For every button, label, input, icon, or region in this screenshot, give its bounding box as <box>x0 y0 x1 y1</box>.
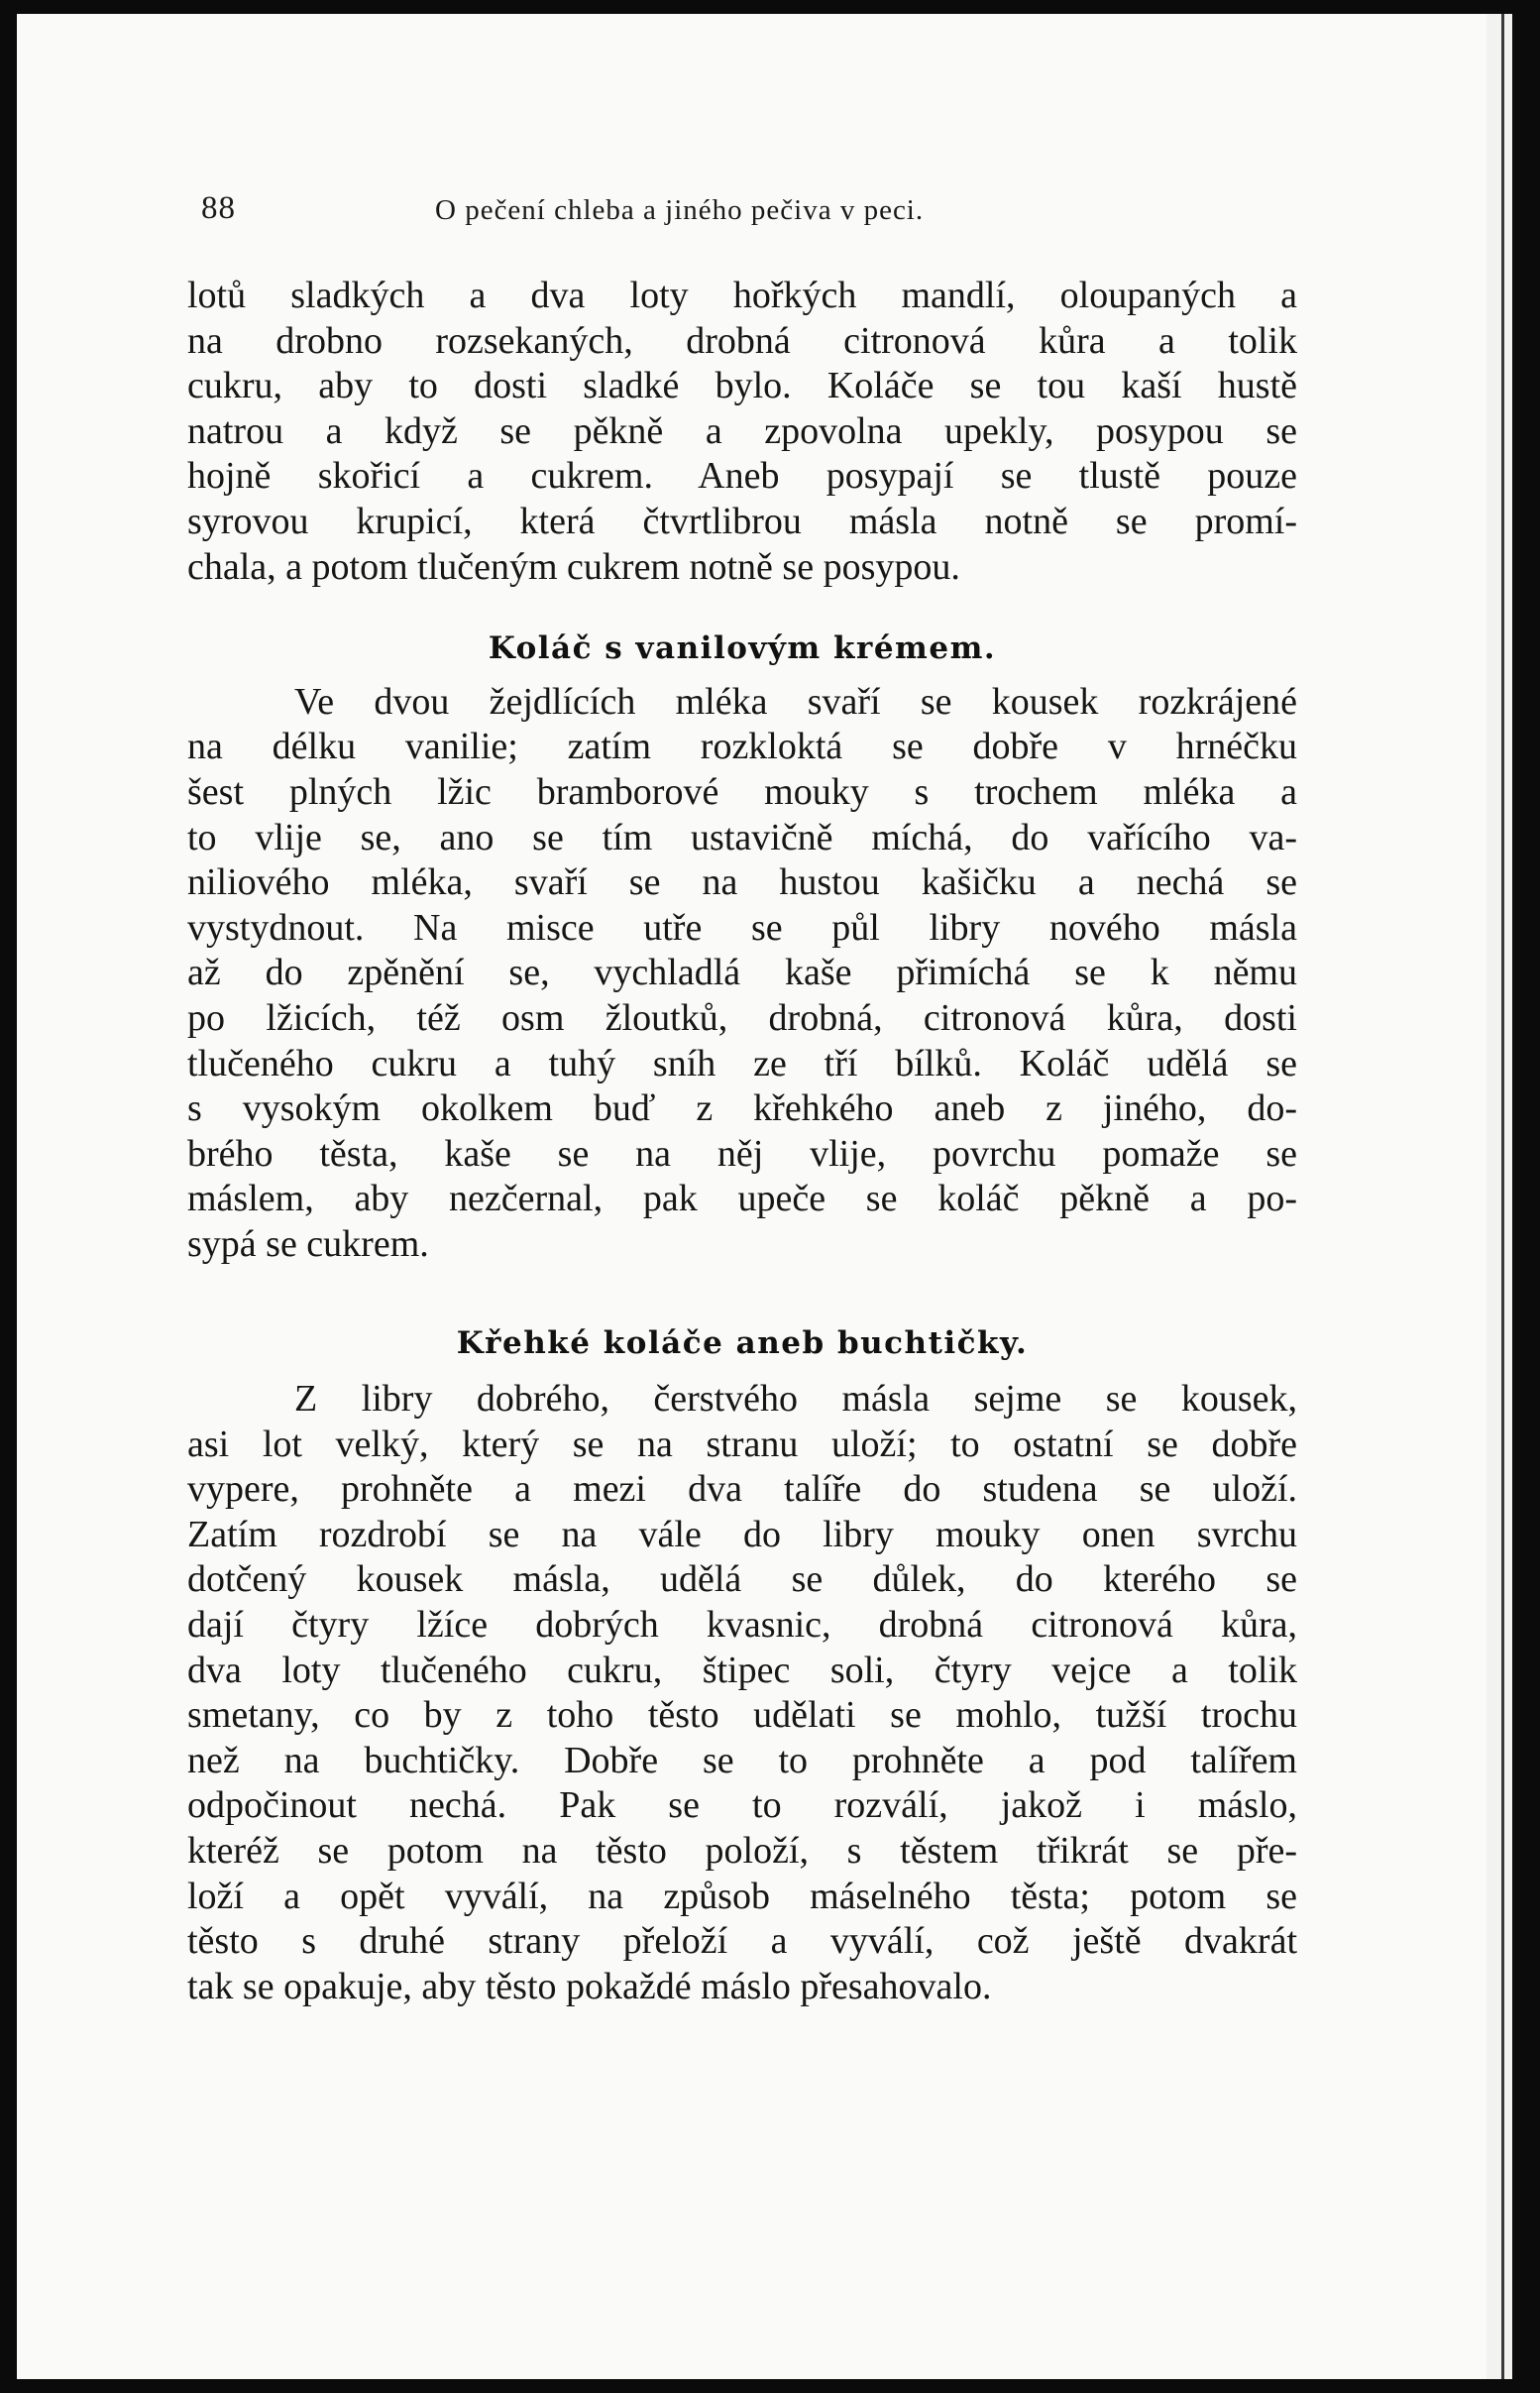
text-line: vypere, prohněte a mezi dva talíře do studena se uloží. <box>187 1468 1297 1511</box>
text-line: Z libry dobrého, čerstvého másla sejme se kousek, <box>294 1378 1297 1421</box>
text-line: tlučeného cukru a tuhý sníh ze tří bílků. Koláč udělá se <box>187 1042 1297 1084</box>
page-gutter-line <box>1501 14 1504 2379</box>
page-header <box>187 190 1297 234</box>
text-line: sypá se cukrem. <box>187 1222 429 1265</box>
text-line: dva loty tlučeného cukru, štipec soli, čtyry vejce a tolik <box>187 1649 1297 1691</box>
text-line: vystydnout. Na misce utře se půl libry nového másla <box>187 906 1297 949</box>
text-line: máslem, aby nezčernal, pak upeče se koláč pěkně a po- <box>187 1178 1297 1220</box>
text-line: brého těsta, kaše se na něj vlije, povrchu pomaže se <box>187 1132 1297 1175</box>
text-line: natrou a když se pěkně a zpovolna upekly, posypou se <box>187 409 1297 452</box>
text-line: cukru, aby to dosti sladké bylo. Koláče se tou kaší hustě <box>187 365 1297 407</box>
text-line: Ve dvou žejdlících mléka svaří se kousek rozkrájené <box>294 680 1297 723</box>
text-line: dají čtyry lžíce dobrých kvasnic, drobná citronová kůra, <box>187 1604 1297 1647</box>
text-line: odpočinout nechá. Pak se to rozválí, jakož i máslo, <box>187 1784 1297 1827</box>
text-line: smetany, co by z toho těsto udělati se mohlo, tužší trochu <box>187 1694 1297 1737</box>
text-line: lotů sladkých a dva loty hořkých mandlí, oloupaných a <box>187 275 1297 316</box>
text-line: než na buchtičky. Dobře se to prohněte a pod talířem <box>187 1739 1297 1781</box>
text-line: po lžicích, též osm žloutků, drobná, citronová kůra, dosti <box>187 996 1297 1039</box>
section-heading-shortcrust-cakes: Křehké koláče aneb buchtičky. <box>456 1325 1029 1362</box>
text-line: s vysokým okolkem buď z křehkého aneb z jiného, do- <box>187 1087 1297 1130</box>
page-body <box>187 274 1297 2009</box>
text-line: až do zpěnění se, vychladlá kaše přimíchá se k němu <box>187 952 1297 994</box>
intro-paragraph <box>187 274 1297 590</box>
text-line: Zatím rozdrobí se na vále do libry mouky onen svrchu <box>187 1513 1297 1555</box>
page-number: 88 <box>201 190 236 226</box>
book-page <box>17 14 1486 2379</box>
vanilla-cake-paragraph <box>187 680 1297 1268</box>
text-line: dotčený kousek másla, udělá se důlek, do kterého se <box>187 1558 1297 1601</box>
text-line: to vlije se, ano se tím ustavičně míchá, do vařícího va- <box>187 816 1297 858</box>
text-line: loží a opět vyválí, na způsob máselného těsta; potom se <box>187 1875 1297 1917</box>
text-line: šest plných lžic bramborové mouky s trochem mléka a <box>187 770 1297 813</box>
facing-page-edge <box>1486 14 1512 2379</box>
text-line: těsto s druhé strany přeloží a vyválí, což ještě dvakrát <box>187 1920 1297 1963</box>
text-line: tak se opakuje, aby těsto pokaždé máslo přesahovalo. <box>187 1965 992 2007</box>
text-line: chala, a potom tlučeným cukrem notně se posypou. <box>187 545 960 588</box>
text-line: asi lot velký, který se na stranu uloží; to ostatní se dobře <box>187 1423 1297 1465</box>
running-title: O pečení chleba a jiného pečiva v peci. <box>435 194 925 226</box>
text-line: hojně skořicí a cukrem. Aneb posypají se tlustě pouze <box>187 455 1297 498</box>
text-line: kteréž se potom na těsto položí, s těstem třikrát se pře- <box>187 1830 1297 1872</box>
shortcrust-cakes-paragraph <box>187 1377 1297 2009</box>
text-line: na délku vanilie; zatím rozkloktá se dobře v hrnéčku <box>187 726 1297 768</box>
text-line: na drobno rozsekaných, drobná citronová kůra a tolik <box>187 319 1297 362</box>
text-line: niliového mléka, svaří se na hustou kašičku a nechá se <box>187 861 1297 904</box>
text-line: syrovou krupicí, která čtvrtlibrou másla notně se promí- <box>187 500 1297 542</box>
section-heading-vanilla-cake: Koláč s vanilovým krémem. <box>488 630 997 667</box>
